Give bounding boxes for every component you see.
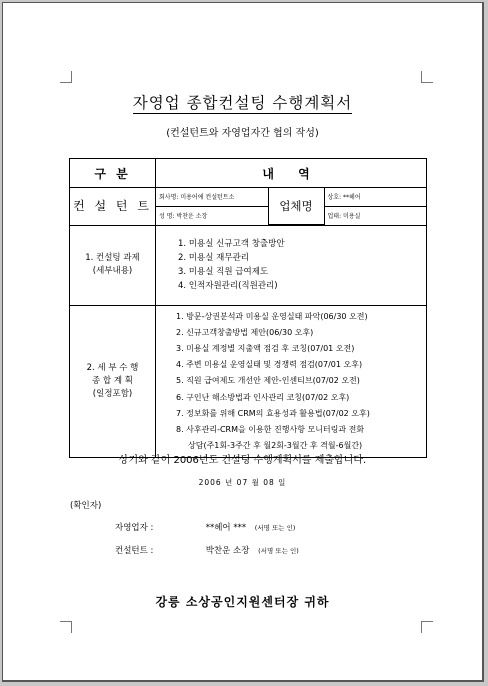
signature-seal-note: (서명 또는 인): [258, 547, 299, 555]
list-item: 3. 미용실 계정별 지출액 점검 후 코칭(07/01 오전): [176, 343, 355, 353]
signature-role: 컨설턴트 :: [115, 546, 154, 556]
crop-mark-top-left: [60, 71, 72, 83]
parties-cell: [156, 188, 427, 226]
task-label: 1. 컨설팅 과제 (세부내용): [70, 225, 156, 305]
signature-seal-note: (서명 또는 인): [254, 524, 296, 532]
plan-table: [69, 158, 427, 458]
list-item: 1. 미용실 신규고객 창출방안: [178, 238, 285, 249]
task-cell: [156, 225, 427, 305]
header-category: 구 분: [70, 159, 156, 188]
document-title: 자영업 종합컨설팅 수행계획서: [132, 94, 353, 112]
crop-mark-bottom-right: [421, 621, 433, 633]
consultant-name-label: 성 명: 박찬운 소장: [156, 206, 268, 224]
addressee: 강릉 소상공인지원센터장 귀하: [155, 595, 330, 609]
header-details: 내 역: [156, 159, 427, 188]
trade-name-label: 상호: **헤어: [324, 188, 426, 206]
business-label: 업체명: [268, 188, 324, 224]
signature-role: 자영업자 :: [115, 523, 154, 533]
task-list: [156, 234, 426, 297]
document-subtitle: (컨설턴트와 자영업자간 협의 작성): [166, 128, 319, 139]
signature-line-consultant: [115, 544, 299, 556]
signature-name: 박찬운 소장: [205, 546, 250, 556]
list-item: 4. 주변 미용실 운영실태 및 경쟁력 점검(07/01 오후): [176, 360, 363, 370]
list-item: 1. 방문-상권분석과 미용실 운영실태 파악(06/30 오전): [176, 311, 368, 321]
confirmer-label: (확인자): [70, 501, 102, 511]
consultant-label: 컨 설 턴 트: [70, 188, 156, 226]
document-page: [2, 2, 484, 682]
parties-grid: [156, 188, 426, 225]
list-item: 6. 구인난 해소방법과 인사관리 코칭(07/02 오후): [176, 392, 350, 402]
list-item: 8. 사후관리-CRM을 이용한 진행사항 모니터링과 전화: [176, 424, 365, 434]
list-item: 7. 정보화를 위해 CRM의 효용성과 활용법(07/02 오후): [176, 408, 370, 418]
list-item: 3. 미용실 직원 급여제도: [178, 267, 269, 277]
list-item: 5. 직원 급여제도 개선안 제안-인센티브(07/02 오전): [176, 376, 360, 386]
plan-list: [156, 306, 426, 458]
company-name-label: 회사명: 미용어에 컨설턴트소: [156, 188, 268, 206]
signature-name: **헤어 ***: [205, 523, 247, 533]
list-item: 4. 인적자원관리(직원관리): [178, 281, 278, 292]
crop-mark-top-right: [421, 71, 433, 83]
list-item: 2. 미용실 재무관리: [178, 252, 249, 263]
submission-date: 2006 년 07 월 08 일: [198, 478, 287, 487]
list-item: 2. 신규고객창출방법 제안(06/30 오후): [176, 327, 314, 337]
signature-line-owner: [115, 521, 295, 533]
submission-statement: 상기와 같이 2006년도 컨설팅 수행계획서를 제출합니다.: [118, 455, 367, 466]
plan-cell: [156, 305, 427, 458]
plan-label: 2. 세 부 수 행 종 합 계 획 (일정포함): [70, 305, 156, 458]
industry-label: 업태: 미용실: [324, 206, 426, 224]
list-item: 상담(주1회-3주간 후 월2회-3월간 후 격월-6월간): [188, 441, 363, 451]
crop-mark-bottom-left: [60, 621, 72, 633]
